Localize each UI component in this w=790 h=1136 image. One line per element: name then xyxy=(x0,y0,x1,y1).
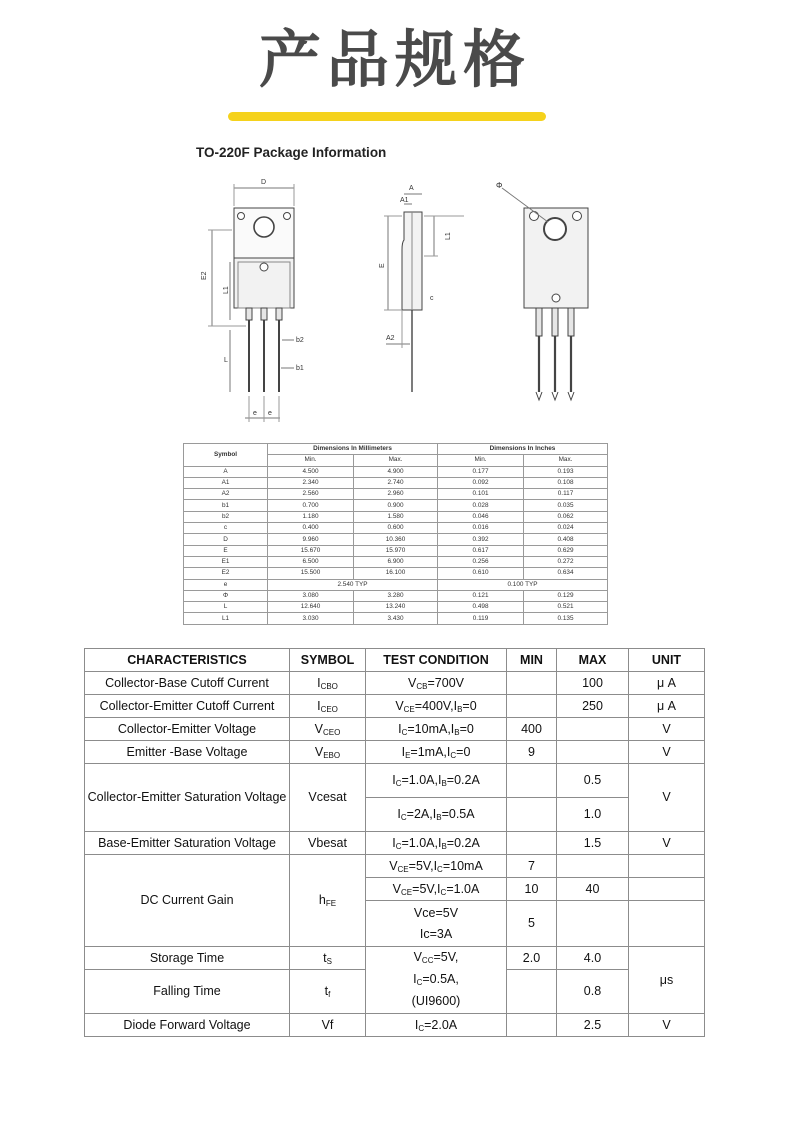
char-min xyxy=(507,832,557,855)
dim-mm-min: 0.400 xyxy=(268,523,354,534)
dim-header-mm: Dimensions In Millimeters xyxy=(268,444,438,455)
dim-mm-max: 0.900 xyxy=(354,500,438,511)
char-condition: $I_C=1.0A,I_B=0.2A$ xyxy=(366,764,507,798)
char-condition: $I_C=2.0A$ xyxy=(366,1014,507,1037)
side-view xyxy=(379,185,464,392)
characteristics-table xyxy=(84,648,705,1037)
dim-in-max: 0.035 xyxy=(524,500,608,511)
char-max: 2.5 xyxy=(557,1014,629,1037)
char-unit: V xyxy=(629,741,705,764)
dim-header-symbol: Symbol xyxy=(184,444,268,467)
char-max: 0.8 xyxy=(557,970,629,1014)
char-condition: $I_C=10mA,I_B=0$ xyxy=(366,718,507,741)
char-name: Falling Time xyxy=(85,970,290,1014)
dim-in-max: 0.117 xyxy=(524,489,608,500)
dim-mm-max: 0.600 xyxy=(354,523,438,534)
char-unit xyxy=(629,878,705,901)
row-vceo xyxy=(85,718,705,741)
header-unit: UNIT xyxy=(629,649,705,672)
char-condition: $I_C=1.0A,I_B=0.2A$ xyxy=(366,832,507,855)
dim-label-phi: Φ xyxy=(496,181,503,190)
dim-mm-max: 15.970 xyxy=(354,545,438,556)
dim-mm-min: 4.500 xyxy=(268,466,354,477)
dim-header-in-min: Min. xyxy=(438,455,524,466)
char-condition: Vce=5V Ic=3A xyxy=(366,901,507,947)
dim-symbol: E xyxy=(184,545,268,556)
dim-row xyxy=(184,556,608,567)
char-condition: $V_{CE}=5V,I_C=1.0A$ xyxy=(366,878,507,901)
dim-symbol: A xyxy=(184,466,268,477)
title-underline xyxy=(228,112,546,121)
dim-label-l1-front: L1 xyxy=(223,286,230,294)
header-symbol: SYMBOL xyxy=(290,649,366,672)
char-symbol: $I_{CEO}$ xyxy=(290,695,366,718)
char-symbol: $V_{EBO}$ xyxy=(290,741,366,764)
char-unit: μs xyxy=(629,947,705,1014)
dim-mm-min: 3.030 xyxy=(268,613,354,624)
char-unit: μ A xyxy=(629,672,705,695)
dimensions-table xyxy=(183,443,608,625)
char-name: Emitter -Base Voltage xyxy=(85,741,290,764)
dim-mm-min: 12.640 xyxy=(268,602,354,613)
dim-row xyxy=(184,579,608,590)
dim-in-max: 0.629 xyxy=(524,545,608,556)
dim-symbol: D xyxy=(184,534,268,545)
dim-label-e2: E2 xyxy=(201,271,208,280)
char-min xyxy=(507,695,557,718)
char-min: 2.0 xyxy=(507,947,557,970)
dim-mm-max: 13.240 xyxy=(354,602,438,613)
dim-in-min: 0.617 xyxy=(438,545,524,556)
dim-symbol: A2 xyxy=(184,489,268,500)
row-hfe-1 xyxy=(85,855,705,878)
dim-in-min: 0.092 xyxy=(438,477,524,488)
row-vbesat xyxy=(85,832,705,855)
char-name: Base-Emitter Saturation Voltage xyxy=(85,832,290,855)
dim-label-e: E xyxy=(379,263,386,268)
dim-header-mm-min: Min. xyxy=(268,455,354,466)
char-condition: $I_C=2A,I_B=0.5A$ xyxy=(366,798,507,832)
row-vebo xyxy=(85,741,705,764)
char-unit xyxy=(629,855,705,878)
package-heading: TO-220F Package Information xyxy=(196,145,387,160)
dim-in-min: 0.016 xyxy=(438,523,524,534)
header-test-condition: TEST CONDITION xyxy=(366,649,507,672)
dim-symbol: Φ xyxy=(184,590,268,601)
dim-mm-min: 15.670 xyxy=(268,545,354,556)
char-max xyxy=(557,718,629,741)
char-unit: V xyxy=(629,832,705,855)
dim-mm-min: 2.340 xyxy=(268,477,354,488)
dim-row xyxy=(184,477,608,488)
dim-in-max: 0.408 xyxy=(524,534,608,545)
char-min xyxy=(507,764,557,798)
dim-symbol: e xyxy=(184,579,268,590)
char-max: 1.5 xyxy=(557,832,629,855)
dim-mm-min: 3.080 xyxy=(268,590,354,601)
dim-label-a1: A1 xyxy=(400,197,409,204)
dim-label-l1-side: L1 xyxy=(445,232,452,240)
char-max xyxy=(557,901,629,947)
char-symbol: Vf xyxy=(290,1014,366,1037)
dim-row xyxy=(184,590,608,601)
char-min: 400 xyxy=(507,718,557,741)
dim-mm-typ: 2.540 TYP xyxy=(268,579,438,590)
char-symbol: $h_{FE}$ xyxy=(290,855,366,947)
front-view xyxy=(201,179,304,422)
dim-mm-min: 6.500 xyxy=(268,556,354,567)
dim-in-min: 0.177 xyxy=(438,466,524,477)
dim-mm-max: 1.580 xyxy=(354,511,438,522)
char-symbol: Vbesat xyxy=(290,832,366,855)
dim-row xyxy=(184,523,608,534)
char-condition: $I_E=1mA,I_C=0$ xyxy=(366,741,507,764)
dim-in-min: 0.028 xyxy=(438,500,524,511)
char-name: Collector-Base Cutoff Current xyxy=(85,672,290,695)
dim-symbol: b1 xyxy=(184,500,268,511)
char-min: 5 xyxy=(507,901,557,947)
dim-row xyxy=(184,613,608,624)
char-max: 40 xyxy=(557,878,629,901)
dim-row xyxy=(184,534,608,545)
dim-header-mm-max: Max. xyxy=(354,455,438,466)
dim-mm-max: 3.280 xyxy=(354,590,438,601)
char-unit: V xyxy=(629,718,705,741)
dim-in-max: 0.135 xyxy=(524,613,608,624)
dim-in-min: 0.498 xyxy=(438,602,524,613)
char-max: 1.0 xyxy=(557,798,629,832)
dim-mm-min: 1.180 xyxy=(268,511,354,522)
char-min: 10 xyxy=(507,878,557,901)
char-min xyxy=(507,798,557,832)
char-unit: μ A xyxy=(629,695,705,718)
char-min: 7 xyxy=(507,855,557,878)
dim-mm-min: 9.960 xyxy=(268,534,354,545)
dim-in-max: 0.193 xyxy=(524,466,608,477)
row-vcesat-1 xyxy=(85,764,705,798)
dim-in-max: 0.272 xyxy=(524,556,608,567)
char-symbol: $t_S$ xyxy=(290,947,366,970)
char-condition: $V_{CC}=5V$, $I_C=0.5A$, (UI9600) xyxy=(366,947,507,1014)
char-max: 0.5 xyxy=(557,764,629,798)
header-max: MAX xyxy=(557,649,629,672)
dim-label-a2: A2 xyxy=(386,335,395,342)
dim-label-b1: b1 xyxy=(296,365,304,372)
dim-label-c: c xyxy=(430,295,434,302)
dim-symbol: E2 xyxy=(184,568,268,579)
dim-row xyxy=(184,489,608,500)
dim-symbol: b2 xyxy=(184,511,268,522)
char-name: Diode Forward Voltage xyxy=(85,1014,290,1037)
dim-mm-max: 6.900 xyxy=(354,556,438,567)
dim-row xyxy=(184,568,608,579)
dim-in-max: 0.521 xyxy=(524,602,608,613)
char-max: 250 xyxy=(557,695,629,718)
dim-row xyxy=(184,511,608,522)
row-storage-time xyxy=(85,947,705,970)
dim-label-d: D xyxy=(261,179,267,186)
dim-mm-max: 2.740 xyxy=(354,477,438,488)
char-symbol: Vcesat xyxy=(290,764,366,832)
dim-in-min: 0.121 xyxy=(438,590,524,601)
dim-mm-max: 16.100 xyxy=(354,568,438,579)
char-symbol: $t_f$ xyxy=(290,970,366,1014)
char-unit: V xyxy=(629,764,705,832)
dim-symbol: L xyxy=(184,602,268,613)
dim-symbol: E1 xyxy=(184,556,268,567)
char-name: DC Current Gain xyxy=(85,855,290,947)
char-max xyxy=(557,855,629,878)
row-iceo xyxy=(85,695,705,718)
dim-row xyxy=(184,602,608,613)
char-name: Collector-Emitter Voltage xyxy=(85,718,290,741)
char-min: 9 xyxy=(507,741,557,764)
dim-mm-min: 0.700 xyxy=(268,500,354,511)
dim-in-max: 0.024 xyxy=(524,523,608,534)
char-unit: V xyxy=(629,1014,705,1037)
dim-label-e-1: e xyxy=(253,410,257,417)
dim-label-e-2: e xyxy=(268,410,272,417)
row-vf xyxy=(85,1014,705,1037)
char-condition: $V_{CE}=5V,I_C=10mA$ xyxy=(366,855,507,878)
char-max: 4.0 xyxy=(557,947,629,970)
dim-in-typ: 0.100 TYP xyxy=(438,579,608,590)
char-name: Storage Time xyxy=(85,947,290,970)
back-view xyxy=(496,181,588,400)
dim-in-min: 0.610 xyxy=(438,568,524,579)
dim-in-min: 0.101 xyxy=(438,489,524,500)
dim-symbol: A1 xyxy=(184,477,268,488)
dim-in-max: 0.062 xyxy=(524,511,608,522)
dim-label-a: A xyxy=(409,185,414,192)
dim-in-min: 0.119 xyxy=(438,613,524,624)
char-condition: $V_{CE}=400V,I_B=0$ xyxy=(366,695,507,718)
package-outline-drawing xyxy=(190,170,610,438)
dim-row xyxy=(184,545,608,556)
dim-header-in-max: Max. xyxy=(524,455,608,466)
char-max xyxy=(557,741,629,764)
dim-mm-min: 2.560 xyxy=(268,489,354,500)
dim-in-max: 0.108 xyxy=(524,477,608,488)
dim-in-min: 0.046 xyxy=(438,511,524,522)
page-title: 产品规格 xyxy=(258,23,531,96)
dim-row xyxy=(184,500,608,511)
dim-in-max: 0.129 xyxy=(524,590,608,601)
dim-symbol: c xyxy=(184,523,268,534)
char-min xyxy=(507,1014,557,1037)
dim-in-max: 0.634 xyxy=(524,568,608,579)
header-min: MIN xyxy=(507,649,557,672)
dim-label-l: L xyxy=(224,357,228,364)
dim-row xyxy=(184,466,608,477)
char-symbol: $I_{CBO}$ xyxy=(290,672,366,695)
dim-in-min: 0.256 xyxy=(438,556,524,567)
row-icbo xyxy=(85,672,705,695)
char-symbol: $V_{CEO}$ xyxy=(290,718,366,741)
char-max: 100 xyxy=(557,672,629,695)
dim-mm-max: 4.900 xyxy=(354,466,438,477)
char-min xyxy=(507,970,557,1014)
dim-mm-max: 2.960 xyxy=(354,489,438,500)
dim-label-b2: b2 xyxy=(296,337,304,344)
dim-symbol: L1 xyxy=(184,613,268,624)
dim-mm-max: 10.360 xyxy=(354,534,438,545)
dim-header-inch: Dimensions In Inches xyxy=(438,444,608,455)
char-unit xyxy=(629,901,705,947)
dim-mm-min: 15.500 xyxy=(268,568,354,579)
char-name: Collector-Emitter Cutoff Current xyxy=(85,695,290,718)
header-characteristics: CHARACTERISTICS xyxy=(85,649,290,672)
char-condition: $V_{CB}=700V$ xyxy=(366,672,507,695)
char-min xyxy=(507,672,557,695)
char-name: Collector-Emitter Saturation Voltage xyxy=(85,764,290,832)
dim-mm-max: 3.430 xyxy=(354,613,438,624)
dim-in-min: 0.392 xyxy=(438,534,524,545)
